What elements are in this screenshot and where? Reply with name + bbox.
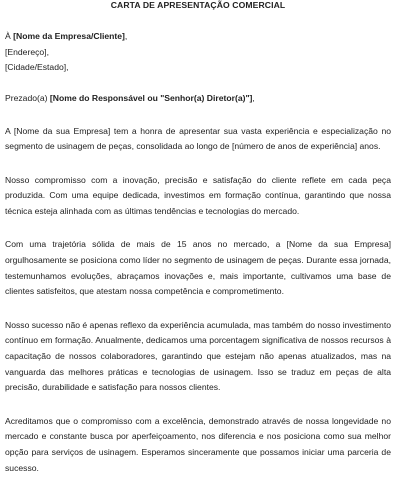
paragraph-trajectory: Com uma trajetória sólida de mais de 15 anos no mercado, a [Nome da sua Empresa] orgulhosamente se posiciona como líder no segmento de usinagem de peças. Durante essa jornada, testemunhamos evoluções, abraçamos inovações e, mais importante, cultivamos uma base de clientes satisfeitos, que atestam nossa competência e comprometimento. xyxy=(5,239,391,297)
recipient-suffix: , xyxy=(124,31,128,41)
recipient-prefix: À xyxy=(5,31,14,41)
greeting-line xyxy=(5,92,391,104)
paragraph-introduction: A [Nome da sua Empresa] tem a honra de apresentar sua vasta experiência e especialização no segmento de usinagem de peças, consolidada ao longo de [número de anos de experiência] anos. xyxy=(5,125,391,152)
recipient-city: [Cidade/Estado], xyxy=(5,62,69,72)
recipient-name: [Nome da Empresa/Cliente] xyxy=(13,31,125,41)
recipient-block xyxy=(5,30,391,77)
paragraph-investment: Nosso sucesso não é apenas reflexo da experiência acumulada, mas também do nosso investimento contínuo em formação. Anualmente, dedicamos uma porcentagem significativa de nossos recursos à capacitação de nossos colaboradores, garantindo que estejam não apenas atualizados, mas na vanguarda das melhores práticas e tecnologias de usinagem. Isso se traduz em peças de alta precisão, durabilidade e satisfação para nossos clientes. xyxy=(5,319,391,393)
letter-page xyxy=(5,0,391,485)
greeting-name: [Nome do Responsável ou "Senhor(a) Diretor(a)"] xyxy=(49,92,253,103)
letter-title: CARTA DE APRESENTAÇÃO COMERCIAL xyxy=(110,0,286,10)
paragraph-conclusion: Acreditamos que o compromisso com a excelência, demonstrado através de nossa longevidade no mercado e constante busca por aperfeiçoamento, nos diferencia e nos posiciona como sua melhor opção para serviços de usinagem. Esperamos sinceramente que possamos iniciar uma parceria de sucesso. xyxy=(5,415,391,473)
greeting-suffix: , xyxy=(252,92,255,103)
paragraph-commitment: Nosso compromisso com a inovação, precisão e satisfação do cliente reflete em cada peça produzida. Com uma equipe dedicada, investimos em formação contínua, garantindo que nossa técnica esteja alinhada com as últimas tendências e tecnologias do mercado. xyxy=(5,174,391,216)
greeting-prefix: Prezado(a) xyxy=(5,92,50,103)
recipient-address: [Endereço], xyxy=(5,46,49,57)
recipient-name-line xyxy=(5,30,391,46)
